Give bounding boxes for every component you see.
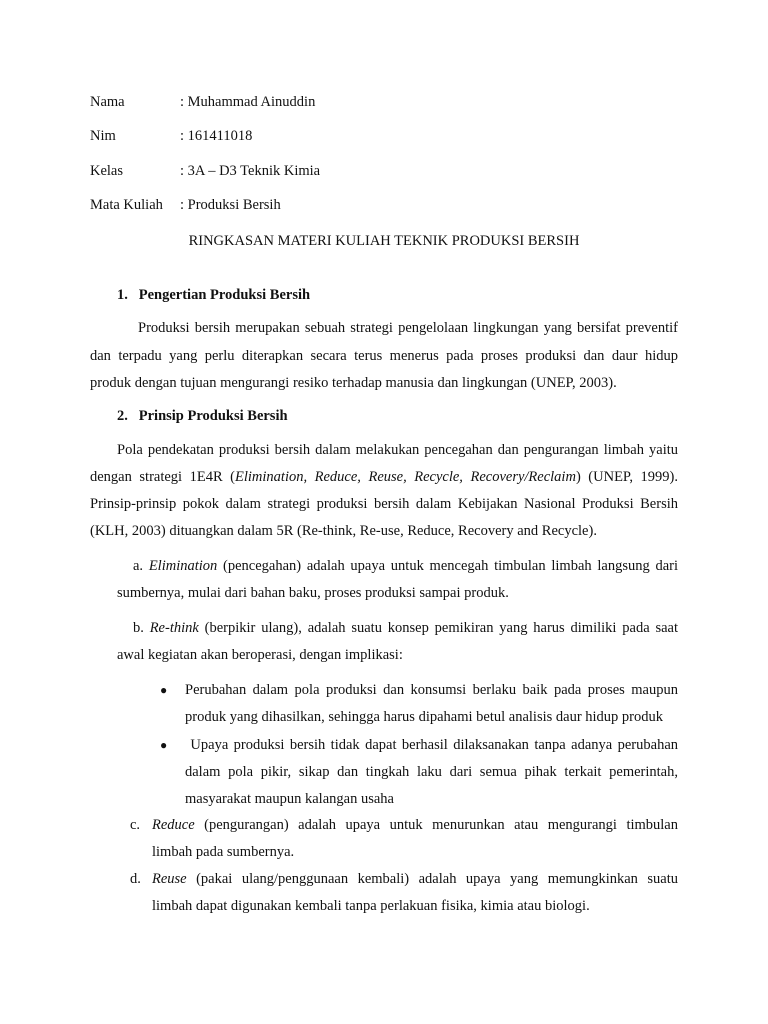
item-c-line1: [152, 816, 678, 834]
bullet1-line2: produk yang dihasilkan, sehingga harus dipahami betul analisis daur hidup produk: [185, 709, 664, 725]
matkul-label: Mata Kuliah: [90, 197, 163, 213]
item-d-text: (pakai ulang/penggunaan kembali) adalah upaya yang memungkinkan suatu: [186, 871, 678, 887]
item-a-marker: a.: [133, 558, 149, 574]
item-a-term: Elimination: [148, 558, 218, 574]
kelas-value: : 3A – D3 Teknik Kimia: [180, 163, 321, 179]
section1-para-line2: dan terpadu yang perlu diterapkan secara terus menerus pada proses produksi dan daur hidup: [90, 348, 678, 364]
bullet-icon: ●: [160, 683, 168, 697]
document-title: RINGKASAN MATERI KULIAH TEKNIK PRODUKSI BERSIH: [188, 233, 580, 249]
item-b-term: Re-think: [149, 620, 199, 636]
strategy-1e4r-terms: Elimination, Reduce, Reuse, Recycle, Recovery/Reclaim: [235, 469, 576, 485]
section1-para-line3: produk dengan tujuan mengurangi resiko terhadap manusia dan lingkungan (UNEP, 2003).: [90, 375, 617, 391]
item-a-line2: sumbernya, mulai dari bahan baku, proses produksi sampai produk.: [117, 585, 509, 601]
bullet-icon: ●: [160, 738, 168, 752]
item-c-term: Reduce: [152, 817, 195, 833]
bullet2-line3: masyarakat maupun kalangan usaha: [185, 791, 394, 807]
bullet2-line2: dalam pola pikir, sikap dan tingkah laku dari semua pihak terkait pemerintah,: [185, 764, 678, 780]
section2-heading: 2. Prinsip Produksi Bersih: [117, 408, 288, 424]
item-d-marker: d.: [130, 871, 141, 887]
section2-para-line1: Pola pendekatan produksi bersih dalam melakukan pencegahan dan pengurangan limbah yaitu: [117, 442, 678, 458]
item-b-text: (berpikir ulang), adalah suatu konsep pemikiran yang harus dimiliki pada saat: [198, 620, 678, 636]
nim-value: : 161411018: [180, 128, 253, 144]
matkul-value: : Produksi Bersih: [180, 197, 281, 213]
section2-para-line2-end: ) (UNEP, 1999).: [575, 469, 678, 485]
item-a-line1: [133, 557, 678, 575]
item-d-line1: [152, 870, 678, 888]
item-c-marker: c.: [130, 817, 141, 833]
item-b-line2: awal kegiatan akan beroperasi, dengan implikasi:: [117, 647, 403, 663]
section2-para-line2-start: dengan strategi 1E4R (: [90, 469, 236, 485]
item-c-text: (pengurangan) adalah upaya untuk menurunkan atau mengurangi timbulan: [194, 817, 678, 833]
section1-para-line1: Produksi bersih merupakan sebuah strategi pengelolaan lingkungan yang bersifat preventif: [138, 320, 678, 336]
bullet2-line1: Upaya produksi bersih tidak dapat berhasil dilaksanakan tanpa adanya perubahan: [185, 737, 678, 753]
section2-para-line2: [90, 468, 678, 486]
nama-label: Nama: [90, 94, 125, 110]
section2-para-line3: Prinsip-prinsip pokok dalam strategi produksi bersih dalam Kebijakan Nasional Produksi Bersih: [90, 496, 678, 512]
bullet1-line1: Perubahan dalam pola produksi dan konsumsi berlaku baik pada proses maupun: [185, 682, 678, 698]
section2-para-line4: (KLH, 2003) dituangkan dalam 5R (Re-think, Re-use, Reduce, Recovery and Recycle).: [90, 523, 597, 539]
nama-value: : Muhammad Ainuddin: [180, 94, 316, 110]
nim-label: Nim: [90, 128, 116, 144]
item-b-line1: [133, 619, 678, 637]
section1-heading: 1. Pengertian Produksi Bersih: [117, 287, 311, 303]
item-d-line2: limbah dapat digunakan kembali tanpa perlakuan fisika, kimia atau biologi.: [152, 898, 590, 914]
item-c-line2: limbah pada sumbernya.: [152, 844, 295, 860]
item-d-term: Reuse: [152, 871, 187, 887]
kelas-label: Kelas: [90, 163, 124, 179]
item-a-text: (pencegahan) adalah upaya untuk mencegah timbulan limbah langsung dari: [217, 558, 679, 574]
item-b-marker: b.: [133, 620, 150, 636]
